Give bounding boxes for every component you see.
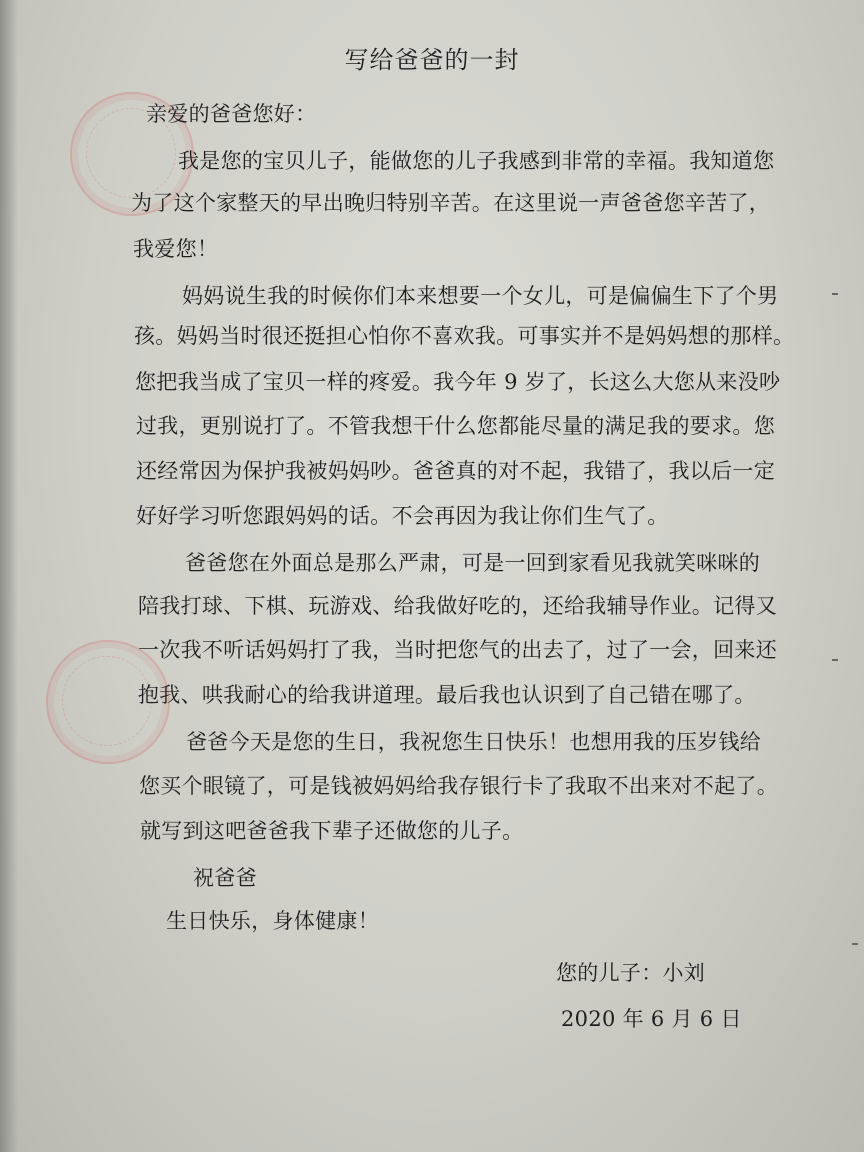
body-line: 一次我不听话妈妈打了我，当时把您气的出去了，过了一会，回来还 [138, 638, 777, 662]
signature: 您的儿子：小刘 [556, 961, 706, 985]
pen-mark [832, 659, 838, 661]
body-line: 我爱您！ [133, 237, 219, 261]
body-line: 我是您的宝贝儿子，能做您的儿子我感到非常的幸福。我知道您 [178, 149, 775, 173]
pen-mark [832, 293, 838, 295]
body-line: 您把我当成了宝贝一样的疼爱。我今年 9 岁了，长这么大您从来没吵 [135, 370, 781, 394]
body-line: 陪我打球、下棋、玩游戏、给我做好吃的，还给我辅导作业。记得又 [138, 594, 777, 618]
body-line: 爸爸今天是您的生日，我祝您生日快乐！也想用我的压岁钱给 [186, 730, 762, 754]
body-line: 孩。妈妈当时很还挺担心怕你不喜欢我。可事实并不是妈妈想的那样。 [134, 324, 795, 348]
body-line: 您买个眼镜了，可是钱被妈妈给我存银行卡了我取不出来对不起了。 [139, 774, 778, 798]
letter-date: 2020 年 6 月 6 日 [561, 1007, 742, 1031]
body-line: 妈妈说生我的时候你们本来想要一个女儿，可是偏偏生下了个男 [182, 284, 779, 308]
body-line: 还经常因为保护我被妈妈吵。爸爸真的对不起，我错了，我以后一定 [136, 459, 775, 483]
salutation: 亲爱的爸爸您好： [146, 102, 317, 126]
closing-wish: 生日快乐，身体健康！ [166, 909, 379, 933]
paper-edge-shadow [0, 0, 18, 1152]
letter-title: 写给爸爸的一封 [344, 46, 520, 74]
pen-mark [852, 943, 858, 945]
body-line: 爸爸您在外面总是那么严肃，可是一回到家看见我就笑咪咪的 [185, 551, 761, 575]
body-line: 为了这个家整天的早出晚归特别辛苦。在这里说一声爸爸您辛苦了， [131, 191, 770, 215]
body-line: 过我，更别说打了。不管我想干什么您都能尽量的满足我的要求。您 [136, 414, 775, 438]
closing-line: 祝爸爸 [193, 866, 257, 890]
body-line: 就写到这吧爸爸我下辈子还做您的儿子。 [140, 819, 524, 843]
body-line: 好好学习听您跟妈妈的话。不会再因为我让你们生气了。 [136, 504, 669, 528]
body-line: 抱我、哄我耐心的给我讲道理。最后我也认识到了自己错在哪了。 [138, 683, 756, 707]
